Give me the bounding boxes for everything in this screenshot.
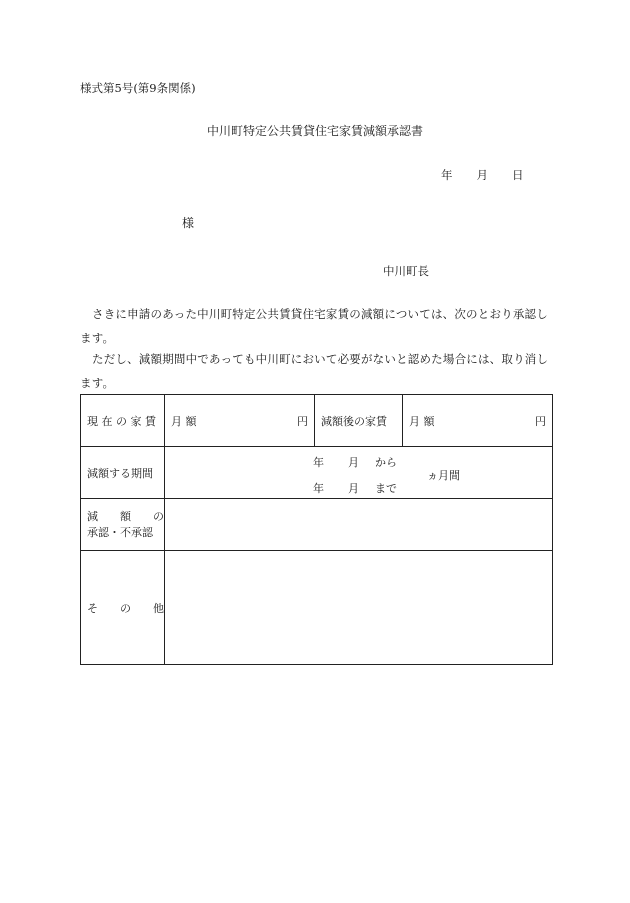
body-paragraph-2 (80, 347, 550, 395)
current-monthly-label: 月 額 (171, 414, 197, 428)
other-label: そ の 他 (81, 551, 165, 665)
reduced-rent-cell[interactable] (403, 395, 553, 447)
reduced-yen-label: 円 (535, 414, 546, 428)
reduced-rent-label: 減額後の家賃 (315, 395, 403, 447)
body-paragraph-1 (80, 302, 550, 350)
period-from-label: から (375, 456, 397, 469)
period-cell[interactable] (165, 447, 553, 499)
date-year: 年 (441, 168, 453, 182)
current-yen-label: 円 (297, 414, 308, 428)
other-row (81, 551, 553, 665)
issuer-name: 中川町長 (383, 264, 429, 278)
document-title: 中川町特定公共賃貸住宅家賃減額承認書 (206, 124, 423, 138)
approval-label (81, 499, 165, 551)
date-day: 日 (512, 168, 524, 182)
body-paragraph-2-text: ただし、減額期間中であっても中川町において必要がないと認めた場合には、取り消します。 (80, 352, 549, 390)
date-line (441, 167, 524, 183)
date-month: 月 (476, 168, 488, 182)
period-start-year: 年 (313, 456, 324, 469)
period-months-label: ヵ月間 (427, 469, 460, 482)
period-end-month: 月 (348, 482, 359, 495)
reduction-detail-table (80, 394, 553, 665)
other-cell[interactable] (165, 551, 553, 665)
period-start-month: 月 (348, 456, 359, 469)
body-paragraph-1-text: さきに申請のあった中川町特定公共賃貸住宅家賃の減額については、次のとおり承認します。 (80, 307, 548, 345)
period-row (81, 447, 553, 499)
current-rent-cell[interactable] (165, 395, 315, 447)
approval-label-line1: 減 額 の (87, 509, 164, 523)
reduced-monthly-label: 月 額 (409, 414, 435, 428)
current-rent-label: 現 在 の 家 賃 (81, 395, 165, 447)
period-label: 減額する期間 (81, 447, 165, 499)
approval-cell[interactable] (165, 499, 553, 551)
rent-row (81, 395, 553, 447)
period-end-year: 年 (313, 482, 324, 495)
period-end (313, 480, 397, 496)
approval-row (81, 499, 553, 551)
approval-label-line2: 承認・不承認 (87, 525, 153, 539)
period-to-label: まで (375, 482, 397, 495)
form-number: 様式第5号(第9条関係) (80, 81, 196, 95)
period-start (313, 454, 397, 470)
addressee-honorific: 様 (182, 216, 195, 230)
